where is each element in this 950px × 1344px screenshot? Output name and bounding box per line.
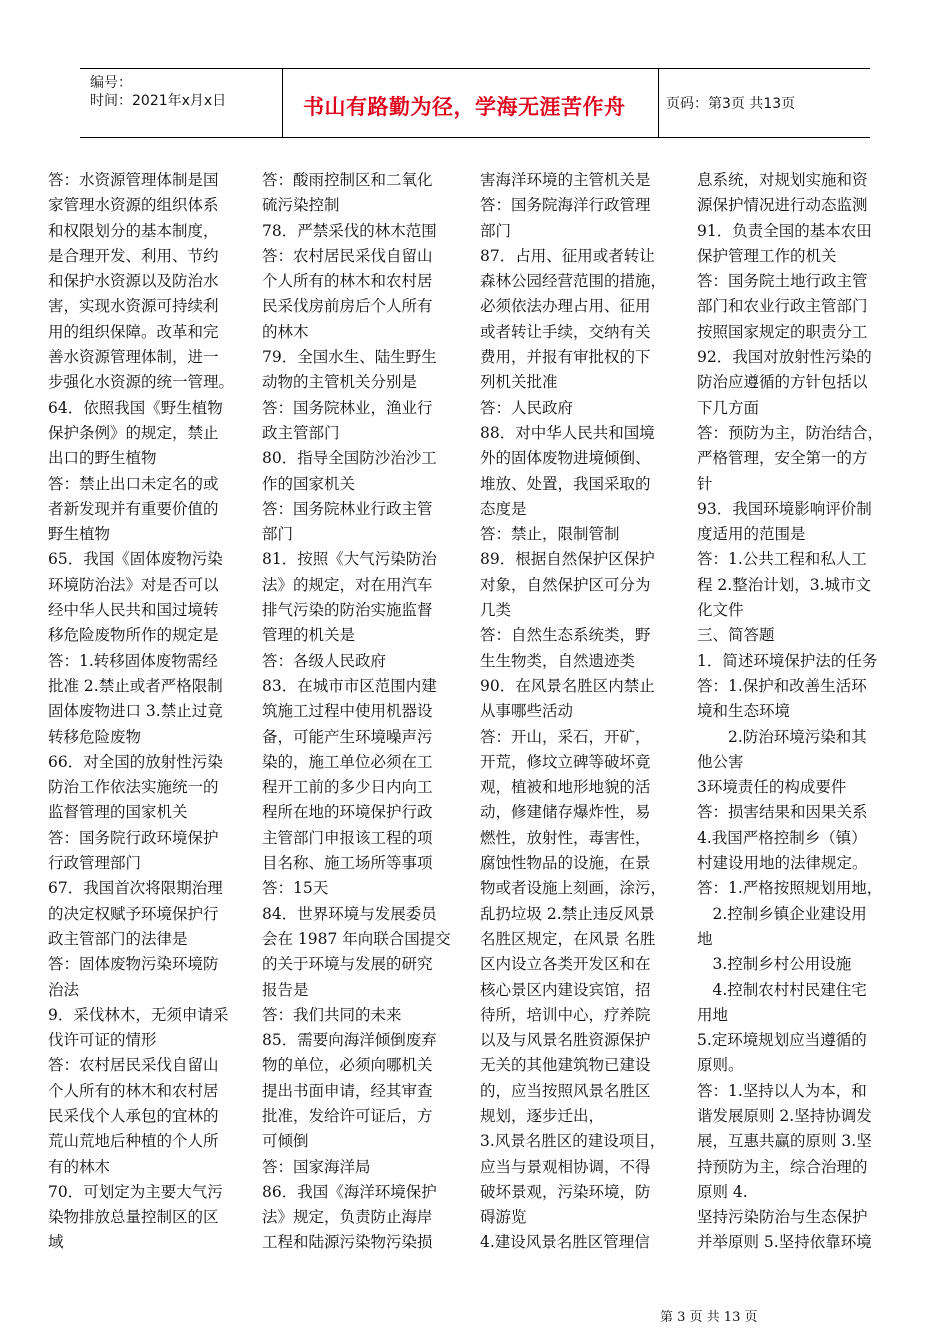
text-line: 原则。 [697,1056,744,1075]
text-line: 批准，发给许可证后，方 [262,1106,433,1125]
text-line: 的，应当按照风景名胜区 [480,1081,651,1100]
text-line: 个人所有的林木和农村居 [262,272,433,291]
text-line: 规划，逐步迁出， [480,1106,605,1125]
text-line: 91．负责全国的基本农田 [697,221,872,240]
text-line: 65．我国《固体废物污染 [48,550,223,569]
text-line: 答：酸雨控制区和二氧化 [262,171,433,189]
text-line: 66．对全国的放射性污染 [48,752,223,771]
text-line: 答：国家海洋局 [262,1157,371,1176]
text-line: 可倾倒 [262,1132,309,1151]
text-line: 排气污染的防治实施监督 [262,601,433,620]
text-line: 并举原则 5.坚持依靠环境 [697,1233,872,1252]
text-line: 谐发展原则 2.坚持协调发 [697,1106,872,1125]
text-column-3 [480,168,690,1256]
text-line: 区内设立各类开发区和在 [480,955,651,974]
text-line: 列机关批准 [480,373,558,392]
text-line: 程开工前的多少日内向工 [262,778,433,797]
text-line: 答：国务院林业，渔业行 [262,398,433,417]
text-line: 84．世界环境与发展委员 [262,904,437,923]
text-line: 度适用的范围是 [697,525,806,544]
text-line: 4.控制农村村民建住宅 [697,980,867,999]
text-line: 严格管理，安全第一的方 [697,449,868,468]
text-line: 83．在城市市区范围内建 [262,676,437,695]
text-line: 67．我国首次将限期治理 [48,879,223,898]
text-line: 名胜区规定，在风景 名胜 [480,929,656,948]
text-line: 经中华人民共和国过境转 [48,601,219,620]
text-line: 息系统，对规划实施和资 [697,171,868,189]
text-line: 观，植被和地形地貌的活 [480,778,651,797]
text-line: 答：自然生态系统类，野 [480,626,651,645]
text-line: 备，可能产生环境噪声污 [262,727,433,746]
text-line: 展，互惠共赢的原则 3.坚 [697,1132,872,1151]
text-line: 步强化水资源的统一管理。 [48,373,235,392]
text-line: 费用，并报有审批权的下 [480,348,651,367]
text-line: 针 [697,474,713,493]
text-line: 答：我们共同的未来 [262,1005,402,1024]
text-line: 答：15天 [262,879,329,898]
text-line: 从事哪些活动 [480,702,574,721]
text-line: 答：农村居民采伐自留山 [48,1056,219,1075]
text-line: 和权限划分的基本制度， [48,221,219,240]
text-line: 答：人民政府 [480,398,574,417]
page-footer: 第 3 页 共 13 页 [660,1310,758,1325]
header-motto-cell [283,69,659,137]
header-page-info: 页码：第3页 共13页 [666,96,796,112]
text-line: 民采伐房前房后个人所有 [262,297,433,316]
text-line: 域 [48,1233,64,1252]
header-meta-cell [80,69,283,137]
text-line: 开荒，修坟立碑等破坏竟 [480,752,651,771]
text-line: 答：水资源管理体制是国 [48,171,219,189]
text-line: 答：农村居民采伐自留山 [262,246,433,265]
text-line: 答：1.严格按照规划用地， [697,879,883,898]
text-line: 64．依照我国《野生植物 [48,398,223,417]
text-line: 防治应遵循的方针包括以 [697,373,868,392]
page-header [80,68,870,138]
text-line: 的决定权赋予环境保护行 [48,904,219,923]
text-line: 答：1.转移固体废物需经 [48,651,218,670]
text-line: 92．我国对放射性污染的 [697,348,872,367]
text-line: 70．可划定为主要大气污 [48,1182,223,1201]
text-line: 4.我国严格控制乡（镇） [697,828,867,847]
text-line: 主管部门申报该工程的项 [262,828,433,847]
text-line: 碍游览 [480,1208,527,1227]
text-line: 答：1.公共工程和私人工 [697,550,867,569]
text-line: 程所在地的环境保护行政 [262,803,433,822]
text-line: 害海洋环境的主管机关是 [480,171,651,189]
text-line: 答：预防为主，防治结合， [697,423,884,442]
text-line: 境和生态环境 [697,702,791,721]
text-line: 家管理水资源的组织体系 [48,196,219,215]
text-line: 动，修建储存爆炸性，易 [480,803,651,822]
text-line: 下几方面 [697,398,760,417]
text-line: 报告是 [262,980,309,999]
text-line: 或者转让手续，交纳有关 [480,322,651,341]
text-line: 森林公园经营范围的措施， [480,272,667,291]
text-line: 答：损害结果和因果关系 [697,803,868,822]
text-line: 2.控制乡镇企业建设用 [697,904,867,923]
text-line: 对象，自然保护区可分为 [480,575,651,594]
text-line: 会在 1987 年向联合国提交 [262,929,451,948]
text-line: 的林木 [262,322,309,341]
text-line: 3环境责任的构成要件 [697,778,847,797]
text-line: 染的，施工单位必须在工 [262,752,433,771]
text-line: 9．采伐林木，无须申请采 [48,1005,229,1024]
text-line: 答：1.坚持以人为本，和 [697,1081,867,1100]
text-line: 移危险废物所作的规定是 [48,626,219,645]
text-line: 1．简述环境保护法的任务 [697,651,878,670]
text-line: 按照国家规定的职责分工 [697,322,868,341]
text-line: 生生物类，自然遗迹类 [480,651,636,670]
text-line: 作的国家机关 [262,474,356,493]
text-line: 持预防为主，综合治理的 [697,1157,868,1176]
text-line: 染物排放总量控制区的区 [48,1208,219,1227]
text-line: 2.防治环境污染和其 [697,727,867,746]
text-line: 法》规定，负责防止海岸 [262,1208,433,1227]
text-line: 监督管理的国家机关 [48,803,188,822]
text-line: 80．指导全国防沙治沙工 [262,449,437,468]
text-line: 工程和陆源污染物污染损 [262,1233,433,1252]
text-line: 4.建设风景名胜区管理信 [480,1233,650,1252]
text-line: 出口的野生植物 [48,449,157,468]
text-line: 筑施工过程中使用机器设 [262,702,433,721]
text-line: 5.定环境规划应当遵循的 [697,1031,867,1050]
text-line: 外的固体废物进境倾倒、 [480,449,651,468]
text-line: 动物的主管机关分别是 [262,373,418,392]
text-line: 坚持污染防治与生态保护 [697,1208,868,1227]
text-line: 答：国务院土地行政主管 [697,272,868,291]
text-line: 应当与景观相协调，不得 [480,1157,651,1176]
text-line: 待所，培训中心，疗养院 [480,1005,651,1024]
text-line: 保护管理工作的机关 [697,246,837,265]
text-line: 答：国务院行政环境保护 [48,828,219,847]
text-line: 以及与风景名胜资源保护 [480,1031,651,1050]
text-line: 固体废物进口 3.禁止过竟 [48,702,223,721]
text-line: 物或者设施上刻画，涂污， [480,879,667,898]
text-line: 堆放、处置，我国采取的 [480,474,651,493]
text-line: 者新发现并有重要价值的 [48,499,219,518]
text-line: 三、简答题 [697,626,775,645]
text-line: 转移危险废物 [48,727,142,746]
text-line: 81．按照《大气污染防治 [262,550,437,569]
text-line: 无关的其他建筑物已建设 [480,1056,651,1075]
text-line: 有的林木 [48,1157,111,1176]
text-line: 必须依法办理占用、征用 [480,297,651,316]
text-line: 答：禁止出口未定名的或 [48,474,219,493]
text-line: 民采伐个人承包的宜林的 [48,1106,219,1125]
text-line: 化文件 [697,601,744,620]
text-line: 86．我国《海洋环境保护 [262,1182,437,1201]
text-line: 89．根据自然保护区保护 [480,550,655,569]
text-line: 态度是 [480,499,527,518]
text-line: 部门和农业行政主管部门 [697,297,868,316]
text-line: 保护条例》的规定，禁止 [48,423,219,442]
text-line: 源保护情况进行动态监测 [697,196,868,215]
text-line: 法》的规定，对在用汽车 [262,575,433,594]
text-line: 燃性，放射性，毒害性， [480,828,651,847]
text-line: 腐蚀性物品的设施，在景 [480,854,651,873]
text-line: 善水资源管理体制，进一 [48,348,219,367]
text-line: 环境防治法》对是否可以 [48,575,219,594]
text-line: 88．对中华人民共和国境 [480,423,655,442]
text-line: 3.控制乡村公用设施 [697,955,852,974]
text-line: 防治工作依法实施统一的 [48,778,219,797]
text-line: 87．占用、征用或者转让 [480,246,655,265]
text-line: 批准 2.禁止或者严格限制 [48,676,223,695]
text-line: 93．我国环境影响评价制 [697,499,872,518]
text-line: 程 2.整治计划，3.城市文 [697,575,872,594]
text-line: 答：国务院海洋行政管理 [480,196,651,215]
text-line: 部门 [262,525,294,544]
text-line: 地 [697,929,713,948]
text-line: 硫污染控制 [262,196,340,215]
text-line: 害，实现水资源可持续利 [48,297,219,316]
text-line: 79．全国水生、陆生野生 [262,348,437,367]
text-line: 答：禁止，限制管制 [480,525,620,544]
text-column-2 [262,168,472,1256]
text-line: 答：固体废物污染环境防 [48,955,219,974]
text-line: 78．严禁采伐的林木范围 [262,221,437,240]
text-line: 答：国务院林业行政主管 [262,499,433,518]
text-line: 管理的机关是 [262,626,356,645]
text-line: 答：各级人民政府 [262,651,387,670]
text-line: 核心景区内建设宾馆，招 [480,980,651,999]
text-line: 野生植物 [48,525,111,544]
text-line: 和保护水资源以及防治水 [48,272,219,291]
text-line: 政主管部门 [262,423,340,442]
text-line: 85．需要向海洋倾倒废弃 [262,1031,437,1050]
text-line: 90．在风景名胜区内禁止 [480,676,655,695]
text-line: 的关于环境与发展的研究 [262,955,433,974]
document-date: 时间：2021年x月x日 [90,93,227,109]
text-line: 几类 [480,601,512,620]
text-line: 答：1.保护和改善生活环 [697,676,867,695]
text-line: 部门 [480,221,512,240]
document-number: 编号： [90,75,132,91]
text-line: 乱扔垃圾 2.禁止违反风景 [480,904,655,923]
text-line: 行政管理部门 [48,854,142,873]
text-line: 用地 [697,1005,729,1024]
text-line: 3.风景名胜区的建设项目， [480,1132,666,1151]
text-line: 他公害 [697,752,744,771]
text-line: 个人所有的林木和农村居 [48,1081,219,1100]
motto-text: 书山有路勤为径，学海无涯苦作舟 [303,95,626,119]
text-column-4 [697,168,912,1256]
text-line: 荒山荒地后种植的个人所 [48,1132,219,1151]
text-line: 破坏景观，污染环境，防 [480,1182,651,1201]
text-line: 伐许可证的情形 [48,1031,157,1050]
text-line: 答：开山，采石，开矿， [480,727,651,746]
text-line: 治法 [48,980,80,999]
text-line: 物的单位，必须向哪机关 [262,1056,433,1075]
text-line: 是合理开发、利用、节约 [48,246,219,265]
text-line: 政主管部门的法律是 [48,929,188,948]
text-column-1 [48,168,254,1256]
text-line: 原则 4. [697,1182,748,1201]
text-line: 村建设用地的法律规定。 [697,854,868,873]
text-line: 提出书面申请，经其审查 [262,1081,433,1100]
text-line: 用的组织保障。改革和完 [48,322,219,341]
text-line: 目名称、施工场所等事项 [262,854,433,873]
